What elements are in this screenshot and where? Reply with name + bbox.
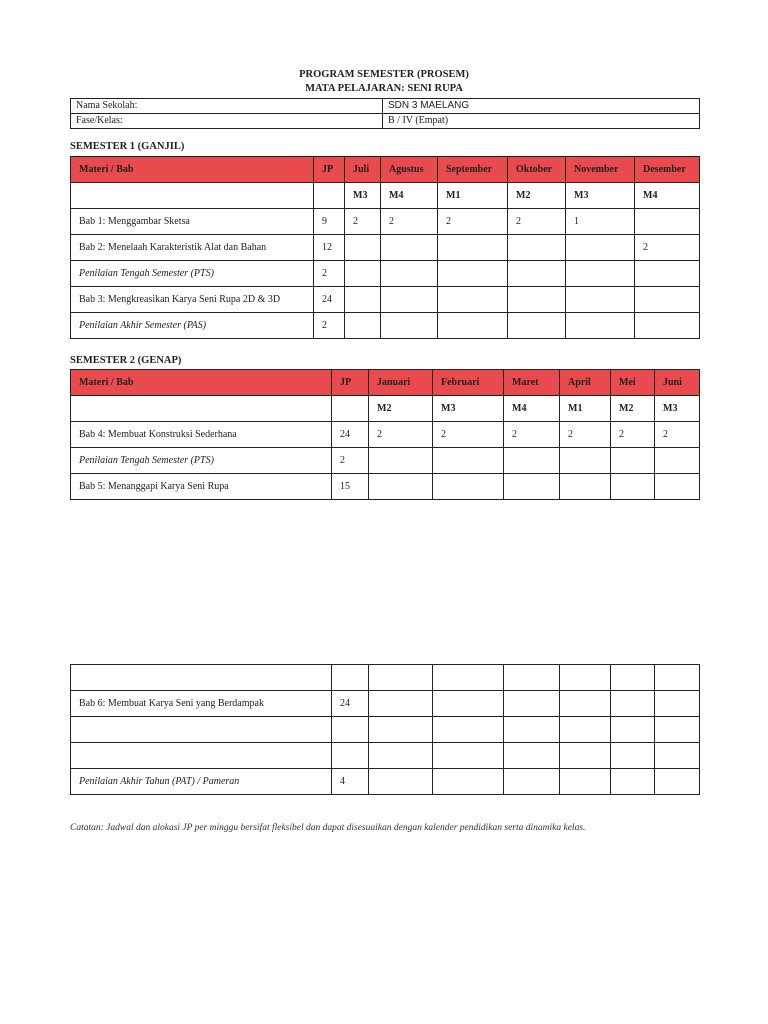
value-cell [345,261,381,287]
semester-2-week-row [71,396,700,422]
value-cell [369,691,433,717]
value-cell [504,769,560,795]
value-cell [611,743,655,769]
jp-cell: 2 [314,261,345,287]
value-cell [504,474,560,500]
value-cell [438,287,508,313]
jp-cell: 12 [314,235,345,261]
value-cell [381,235,438,261]
materi-cell: Bab 4: Membuat Konstruksi Sederhana [71,422,332,448]
value-cell [635,287,700,313]
value-cell [635,313,700,339]
value-cell [504,743,560,769]
value-cell: 2 [345,209,381,235]
document-title: PROGRAM SEMESTER (PROSEM) [299,69,469,80]
table-row [71,448,700,474]
value-cell [433,448,504,474]
value-cell [566,313,635,339]
value-cell: 2 [560,422,611,448]
semester-1-table [70,156,700,339]
materi-cell: Bab 3: Mengkreasikan Karya Seni Rupa 2D & 3D [71,287,314,313]
col-month: Juni [655,370,700,396]
value-cell [560,448,611,474]
value-cell [433,769,504,795]
table-row [71,717,700,743]
value-cell: 2 [611,422,655,448]
value-cell [611,769,655,795]
value-cell [438,313,508,339]
week-cell: M3 [566,183,635,209]
col-month: Agustus [381,157,438,183]
col-month: April [560,370,611,396]
value-cell: 2 [504,422,560,448]
value-cell [381,261,438,287]
col-month: November [566,157,635,183]
value-cell: 2 [369,422,433,448]
value-cell [504,448,560,474]
value-cell [635,209,700,235]
value-cell [433,743,504,769]
col-month: Juli [345,157,381,183]
value-cell [655,717,700,743]
value-cell [655,769,700,795]
value-cell [369,665,433,691]
value-cell: 2 [438,209,508,235]
table-row [71,743,700,769]
jp-cell [332,717,369,743]
school-label: Nama Sekolah: [71,99,383,114]
value-cell [560,691,611,717]
jp-cell: 2 [332,448,369,474]
table-row [71,261,700,287]
value-cell [560,743,611,769]
value-cell [381,287,438,313]
value-cell [566,261,635,287]
col-month: Oktober [508,157,566,183]
jp-cell: 24 [332,422,369,448]
table-row [71,769,700,795]
week-cell: M2 [508,183,566,209]
jp-cell: 2 [314,313,345,339]
value-cell: 2 [433,422,504,448]
value-cell [433,474,504,500]
table-row [71,422,700,448]
week-cell: M3 [345,183,381,209]
semester-2-heading: SEMESTER 2 (GENAP) [70,355,182,366]
value-cell [508,261,566,287]
week-cell: M3 [655,396,700,422]
value-cell: 2 [508,209,566,235]
value-cell [560,665,611,691]
school-row [71,99,700,114]
col-month: Mei [611,370,655,396]
jp-cell: 4 [332,769,369,795]
materi-cell: Penilaian Akhir Tahun (PAT) / Pameran [71,769,332,795]
value-cell [433,691,504,717]
semester-1-header-row [71,157,700,183]
value-cell [655,448,700,474]
table-row [71,691,700,717]
school-value: SDN 3 MAELANG [383,99,700,114]
value-cell [655,474,700,500]
footnote: Catatan: Jadwal dan alokasi JP per minggu bersifat fleksibel dan dapat disesuaikan dengan kalender pendidikan serta dinamika kelas. [70,823,586,833]
value-cell [611,691,655,717]
value-cell [345,287,381,313]
materi-cell: Bab 5: Menanggapi Karya Seni Rupa [71,474,332,500]
jp-cell: 24 [332,691,369,717]
col-materi: Materi / Bab [71,157,314,183]
class-row [71,114,700,129]
week-cell: M1 [560,396,611,422]
materi-cell: Penilaian Tengah Semester (PTS) [71,261,314,287]
table-row [71,665,700,691]
value-cell [611,717,655,743]
materi-cell: Bab 2: Menelaah Karakteristik Alat dan Bahan [71,235,314,261]
materi-cell: Bab 1: Menggambar Sketsa [71,209,314,235]
semester-2-table [70,369,700,500]
col-jp: JP [314,157,345,183]
value-cell [508,235,566,261]
value-cell [611,665,655,691]
week-cell: M3 [433,396,504,422]
materi-cell [71,717,332,743]
value-cell: 2 [635,235,700,261]
value-cell [369,474,433,500]
jp-cell [332,665,369,691]
materi-cell: Penilaian Tengah Semester (PTS) [71,448,332,474]
value-cell: 2 [381,209,438,235]
value-cell [566,235,635,261]
value-cell [433,717,504,743]
table-row [71,474,700,500]
value-cell [611,474,655,500]
table-row [71,235,700,261]
week-cell [332,396,369,422]
semester-2-header-row [71,370,700,396]
class-label: Fase/Kelas: [71,114,383,129]
table-row [71,209,700,235]
document-subtitle: MATA PELAJARAN: SENI RUPA [305,83,463,94]
week-cell: M1 [438,183,508,209]
table-row [71,287,700,313]
value-cell [560,769,611,795]
value-cell [369,448,433,474]
value-cell [345,313,381,339]
value-cell [560,474,611,500]
value-cell [504,717,560,743]
semester-1-heading: SEMESTER 1 (GANJIL) [70,141,185,152]
week-cell: M4 [381,183,438,209]
value-cell [345,235,381,261]
col-month: September [438,157,508,183]
semester-1-week-row [71,183,700,209]
class-value: B / IV (Empat) [383,114,700,129]
value-cell [369,769,433,795]
jp-cell: 15 [332,474,369,500]
week-cell [71,183,314,209]
col-month: Desember [635,157,700,183]
value-cell: 2 [655,422,700,448]
week-cell: M4 [504,396,560,422]
value-cell [369,743,433,769]
semester-2-continued-table [70,664,700,795]
week-cell [314,183,345,209]
value-cell [369,717,433,743]
week-cell: M2 [611,396,655,422]
week-cell [71,396,332,422]
table-row [71,313,700,339]
value-cell [566,287,635,313]
school-info-table [70,98,700,129]
value-cell [438,261,508,287]
value-cell [381,313,438,339]
week-cell: M2 [369,396,433,422]
col-month: Februari [433,370,504,396]
col-month: Maret [504,370,560,396]
col-jp: JP [332,370,369,396]
materi-cell [71,743,332,769]
col-month: Januari [369,370,433,396]
materi-cell: Bab 6: Membuat Karya Seni yang Berdampak [71,691,332,717]
value-cell [438,235,508,261]
materi-cell [71,665,332,691]
value-cell [433,665,504,691]
materi-cell: Penilaian Akhir Semester (PAS) [71,313,314,339]
value-cell [560,717,611,743]
value-cell [508,287,566,313]
col-materi: Materi / Bab [71,370,332,396]
week-cell: M4 [635,183,700,209]
jp-cell: 24 [314,287,345,313]
value-cell [611,448,655,474]
jp-cell [332,743,369,769]
value-cell [655,743,700,769]
jp-cell: 9 [314,209,345,235]
value-cell [635,261,700,287]
value-cell [504,691,560,717]
value-cell [655,665,700,691]
value-cell [504,665,560,691]
value-cell [655,691,700,717]
value-cell [508,313,566,339]
value-cell: 1 [566,209,635,235]
